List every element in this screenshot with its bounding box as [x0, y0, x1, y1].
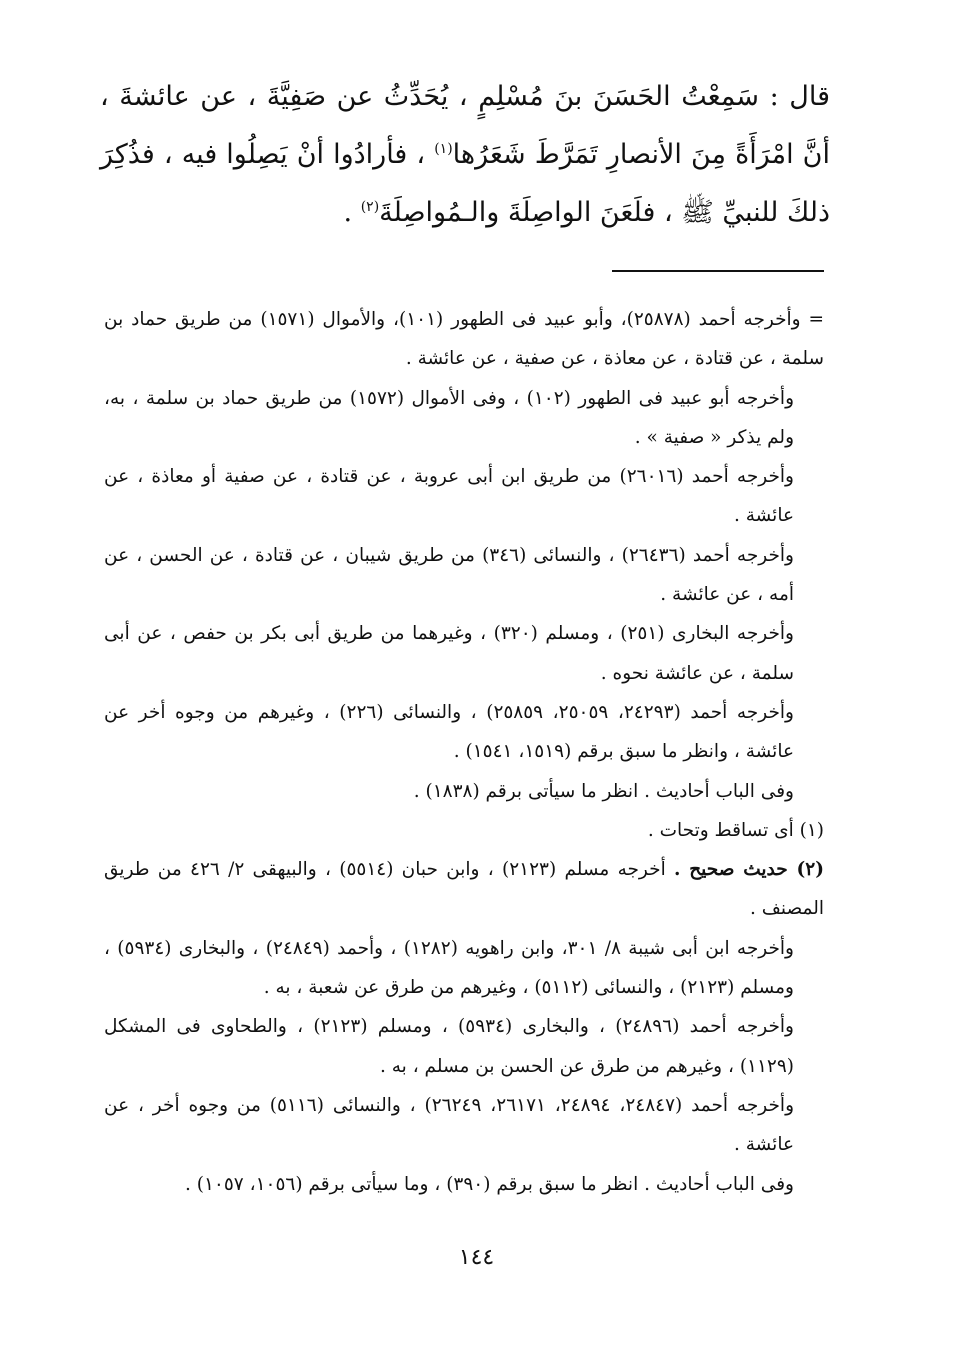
footnote-ref-1[interactable]: (١) [434, 141, 453, 157]
footnotes-section [104, 300, 824, 1204]
footnote-line: وأخرجه البخارى (٢٥١) ، ومسلم (٣٢٠) ، وغيرهما من طريق أبى بكر بن حفص ، عن أبى سلمة ، عن عائشة نحوه . [104, 623, 794, 684]
footnote-line: = وأخرجه أحمد (٢٥٨٧٨)، وأبو عبيد فى الطهور (١٠١)، والأموال (١٥٧١) من طريق حماد بن سلمة ، عن قتادة ، عن معاذة ، عن صفية ، عن عائشة . [104, 309, 824, 370]
footnote-line: وأخرجه أحمد (٢٦٠١٦) من طريق ابن أبى عروبة ، عن قتادة ، عن صفية أو معاذة ، عن عائشة . [104, 466, 794, 527]
footnote-line: وأخرجه ابن أبى شيبة ٨/ ٣٠١، وابن راهويه (١٢٨٢) ، وأحمد (٢٤٨٤٩) ، والبخارى (٥٩٣٤) ، ومسلم (٢١٢٣) ، والنسائى (٥١١٢) ، وغيرهم من طرق عن شعبة ، به . [104, 937, 794, 999]
footnote-line: وأخرجه أبو عبيد فى الطهور (١٠٢) ، وفى الأموال (١٥٧٢) من طريق حماد بن سلمة ، به، ولم يذكر « صفية » . [104, 387, 794, 448]
footnote-line: وفى الباب أحاديث . انظر ما سيأتى برقم (١٨٣٨) . [413, 780, 794, 802]
hadith-paragraph [100, 68, 830, 242]
footnote-2-label: (٢) حديث صحيح . [673, 859, 824, 881]
footnote-2 [104, 850, 824, 929]
page-number: ١٤٤ [458, 1245, 495, 1270]
footnote-line: وأخرجه أحمد (٢٤٨٤٧، ٢٤٨٩٤، ٢٦١٧١، ٢٦٢٤٩) ، والنسائى (٥١١٦) من وجوه أخر ، عن عائشة . [104, 1094, 795, 1156]
footnote-1: (١) أى تساقط وتحات . [647, 819, 824, 841]
hadith-text-part2: ، فأرادُوا أنْ يَصِلُوا فيه ، فذُكِرَ ذلكَ للنبيِّ ﷺ ، فلَعَنَ الواصِلَةَ والـمُواصِلَةَ [100, 139, 830, 228]
footnote-line: وفى الباب أحاديث . انظر ما سبق برقم (٣٩٠) ، وما سيأتى برقم (١٠٥٦، ١٠٥٧) . [184, 1173, 794, 1195]
footnote-ref-2[interactable]: (٢) [360, 199, 380, 215]
footnote-2-text: أخرجه مسلم (٢١٢٣) ، وابن حبان (٥٥١٤) ، والبيهقى ٢/ ٤٢٦ من طريق المصنف . [104, 859, 824, 920]
footnote-line: وأخرجه أحمد (٢٤٢٩٣، ٢٥٠٥٩، ٢٥٨٥٩) ، والنسائى (٢٢٦) ، وغيرهم من وجوه أخر عن عائشة ، وانظر ما سبق برقم (١٥١٩، ١٥٤١) . [104, 701, 794, 763]
hadith-text-part3: . [343, 197, 361, 228]
hadith-text [100, 68, 830, 242]
footnote-line: وأخرجه أحمد (٢٤٨٩٦) ، والبخارى (٥٩٣٤) ، ومسلم (٢١٢٣) ، والطحاوى فى المشكل (١١٢٩) ، وغيرهم من طرق عن الحسن بن مسلم ، به . [104, 1016, 794, 1077]
footnote-line: وأخرجه أحمد (٢٦٤٣٦) ، والنسائى (٣٤٦) من طريق شيبان ، عن قتادة ، عن الحسن ، عن أمه ، عن عائشة . [104, 544, 794, 606]
hadith-text-part1: قال : سَمِعْتُ الحَسَنَ بنَ مُسْلِمٍ ، يُحَدِّثُ عن صَفِيَّةَ ، عن عائشةَ ، أنَّ امْرَأَةً مِنَ الأنصارِ تَمَرَّطَ شَعَرُها [100, 81, 830, 170]
footnote-divider [612, 270, 824, 272]
